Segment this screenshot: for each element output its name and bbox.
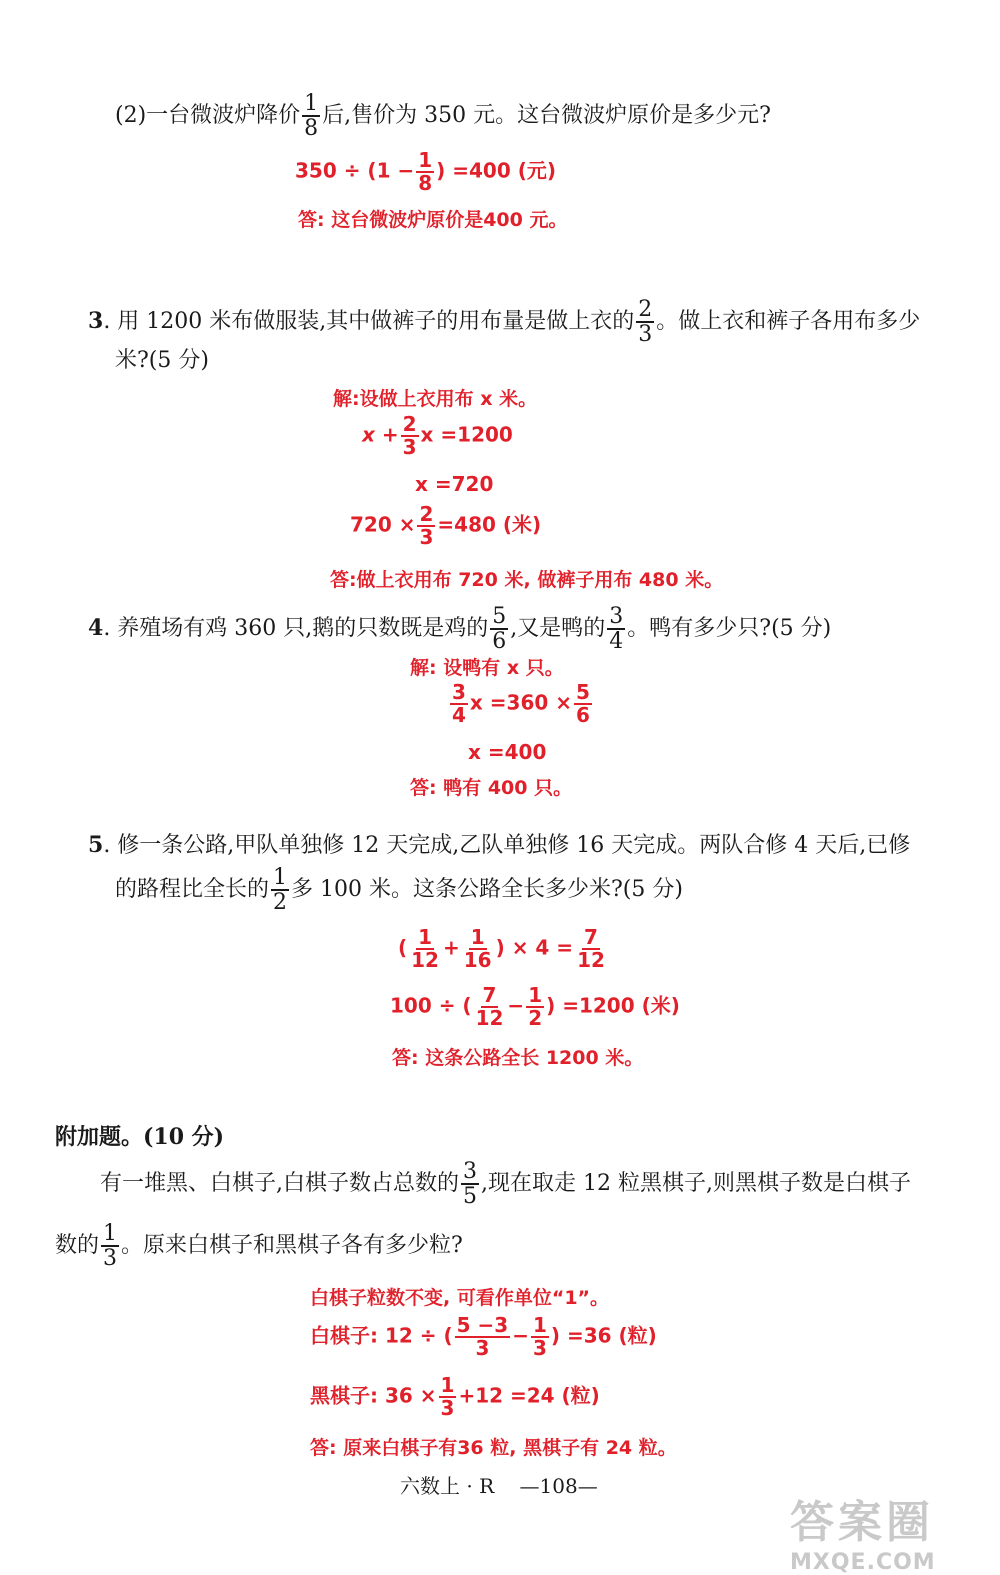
q3-equation-1 <box>362 414 513 458</box>
numerator: 1 <box>273 865 288 890</box>
numerator: 1 <box>440 1373 455 1397</box>
bonus-text-d: 。原来白棋子和黑棋子各有多少粒? <box>121 1233 463 1259</box>
fraction <box>409 927 441 971</box>
fraction <box>302 92 320 140</box>
q3-text-c: 米?(5 分) <box>115 348 209 373</box>
q2-equation <box>295 150 556 194</box>
q4-eq1-mid: x =360 × <box>469 690 573 715</box>
denominator: 8 <box>418 171 433 195</box>
numerator: 5 <box>492 604 507 629</box>
denominator: 2 <box>273 890 288 916</box>
denominator: 4 <box>609 629 624 655</box>
bonus-b-b: +12 =24 (粒) <box>458 1383 600 1408</box>
q5-eq2-a: 100 ÷ ( <box>390 993 472 1018</box>
denominator: 3 <box>475 1336 490 1360</box>
paren: ( <box>398 935 408 960</box>
q3-eq3-a: 720 × <box>350 512 416 537</box>
q5-answer: 答: 这条公路全长 1200 米。 <box>392 1047 644 1069</box>
fraction <box>462 927 494 971</box>
question-3-text <box>88 298 920 346</box>
fraction <box>574 682 592 726</box>
bonus-text-b: ,现在取走 12 粒黑棋子,则黑棋子数是白棋子 <box>481 1171 911 1197</box>
fraction <box>416 150 434 194</box>
q4-text-a: . 养殖场有鸡 360 只,鹅的只数既是鸡的 <box>103 616 489 642</box>
denominator: 3 <box>440 1396 455 1420</box>
question-number: 4 <box>88 615 104 642</box>
q3-equation-2: x =720 <box>415 472 494 496</box>
question-5-text <box>88 832 910 859</box>
numerator: 1 <box>532 1313 547 1337</box>
fraction <box>607 605 625 653</box>
numerator: 3 <box>609 604 624 629</box>
fraction <box>417 504 435 548</box>
numerator: 3 <box>452 680 466 704</box>
q4-solution-setup: 解: 设鸭有 x 只。 <box>410 657 564 679</box>
q5-text-b: 的路程比全长的 <box>115 877 270 903</box>
denominator: 3 <box>419 525 434 549</box>
minus-sign: − <box>507 993 525 1018</box>
numerator: 2 <box>402 412 417 436</box>
q4-text-b: ,又是鸭的 <box>510 616 606 642</box>
numerator: 1 <box>304 91 319 116</box>
q5-equation-1 <box>398 927 609 971</box>
q3-eq3-b: =480 (米) <box>437 512 542 537</box>
numerator: 1 <box>418 925 433 949</box>
question-2-text <box>115 92 771 140</box>
fraction <box>439 1375 457 1419</box>
numerator: 1 <box>470 925 485 949</box>
numerator: 5 <box>576 680 590 704</box>
fraction <box>455 1315 511 1359</box>
watermark-line-2: MXQE.COM <box>790 1550 936 1575</box>
bonus-text-c: 数的 <box>55 1233 100 1259</box>
watermark-line-1: 答案圈 <box>790 1497 934 1548</box>
fraction <box>450 682 468 726</box>
q3-eq1-b: x =1200 <box>420 422 513 447</box>
numerator: 1 <box>103 1221 118 1246</box>
question-number: 5 <box>88 832 104 858</box>
q3-text-a: . 用 1200 米布做服装,其中做裤子的用布量是做上衣的 <box>103 309 635 335</box>
q2-prefix: (2)一台微波炉降价 <box>115 103 301 129</box>
numerator: 1 <box>418 148 433 172</box>
denominator: 12 <box>577 948 605 972</box>
numerator: 5 −3 <box>456 1313 509 1337</box>
numerator: 1 <box>528 983 543 1007</box>
bonus-black-equation <box>310 1375 600 1419</box>
q4-equation-2: x =400 <box>468 740 547 764</box>
q3-answer: 答:做上衣用布 720 米, 做裤子用布 480 米。 <box>330 569 724 591</box>
q2-answer: 答: 这台微波炉原价是400 元。 <box>298 209 568 231</box>
denominator: 3 <box>103 1246 118 1272</box>
fraction <box>474 985 506 1029</box>
q4-answer: 答: 鸭有 400 只。 <box>410 777 573 799</box>
bonus-text-line-2 <box>55 1222 463 1270</box>
q3-eq1-a: x + <box>362 422 399 447</box>
numerator: 2 <box>419 502 434 526</box>
fraction <box>101 1222 119 1270</box>
q5-text-a: . 修一条公路,甲队单独修 12 天完成,乙队单独修 16 天完成。两队合修 4 天后,已修 <box>103 833 911 858</box>
denominator: 4 <box>452 703 466 727</box>
denominator: 6 <box>576 703 590 727</box>
q4-equation-1 <box>448 682 594 726</box>
bonus-note: 白棋子粒数不变, 可看作单位“1”。 <box>310 1287 610 1309</box>
denominator: 5 <box>463 1184 477 1210</box>
bonus-white-equation <box>310 1315 657 1359</box>
fraction <box>271 866 289 914</box>
page-footer: 六数上 · R —108— <box>400 1474 598 1498</box>
denominator: 16 <box>463 948 492 972</box>
question-4-text <box>88 605 831 653</box>
fraction <box>526 985 544 1029</box>
q2-eq-right: ) =400 (元) <box>436 158 556 183</box>
q4-text-c: 。鸭有多少只?(5 分) <box>627 616 832 642</box>
question-number: 3 <box>88 308 104 335</box>
bonus-w-b: ) =36 (粒) <box>550 1323 657 1348</box>
bonus-text-a: 有一堆黑、白棋子,白棋子数占总数的 <box>100 1171 459 1197</box>
denominator: 12 <box>411 948 439 972</box>
denominator: 3 <box>402 435 417 459</box>
denominator: 8 <box>304 116 319 142</box>
minus-sign: − <box>512 1323 529 1348</box>
fraction <box>461 1160 479 1208</box>
numerator: 3 <box>463 1159 477 1184</box>
fraction <box>575 927 607 971</box>
q3-text-b: 。做上衣和裤子各用布多少 <box>656 309 921 335</box>
plus-sign: + <box>442 935 460 960</box>
q5-text-c: 多 100 米。这条公路全长多少米?(5 分) <box>291 877 683 903</box>
denominator: 3 <box>638 322 653 348</box>
bonus-b-a: 黑棋子: 36 × <box>310 1383 437 1408</box>
q5-eq2-b: ) =1200 (米) <box>546 993 680 1018</box>
q3-solution-setup: 解:设做上衣用布 x 米。 <box>333 388 538 410</box>
numerator: 7 <box>584 925 598 949</box>
denominator: 12 <box>475 1006 504 1030</box>
bonus-text-line-1 <box>100 1160 911 1208</box>
denominator: 3 <box>532 1336 547 1360</box>
denominator: 2 <box>528 1006 543 1030</box>
q2-eq-left: 350 ÷ (1 − <box>295 158 415 183</box>
q3-equation-3 <box>350 504 541 548</box>
q5-equation-2 <box>390 985 680 1029</box>
fraction <box>531 1315 549 1359</box>
numerator: 2 <box>638 297 653 322</box>
denominator: 6 <box>492 629 507 655</box>
bonus-answer: 答: 原来白棋子有36 粒, 黑棋子有 24 粒。 <box>310 1437 677 1459</box>
watermark-logo <box>790 1486 990 1575</box>
q2-suffix: 后,售价为 350 元。这台微波炉原价是多少元? <box>322 103 771 129</box>
fraction <box>401 414 419 458</box>
q5-eq1-close: ) × 4 = <box>495 935 574 960</box>
numerator: 7 <box>482 983 497 1007</box>
fraction <box>490 605 508 653</box>
fraction <box>636 298 654 346</box>
bonus-title: 附加题。(10 分) <box>55 1124 225 1150</box>
q5-text-line-2 <box>115 866 683 914</box>
bonus-w-a: 白棋子: 12 ÷ ( <box>310 1323 453 1348</box>
